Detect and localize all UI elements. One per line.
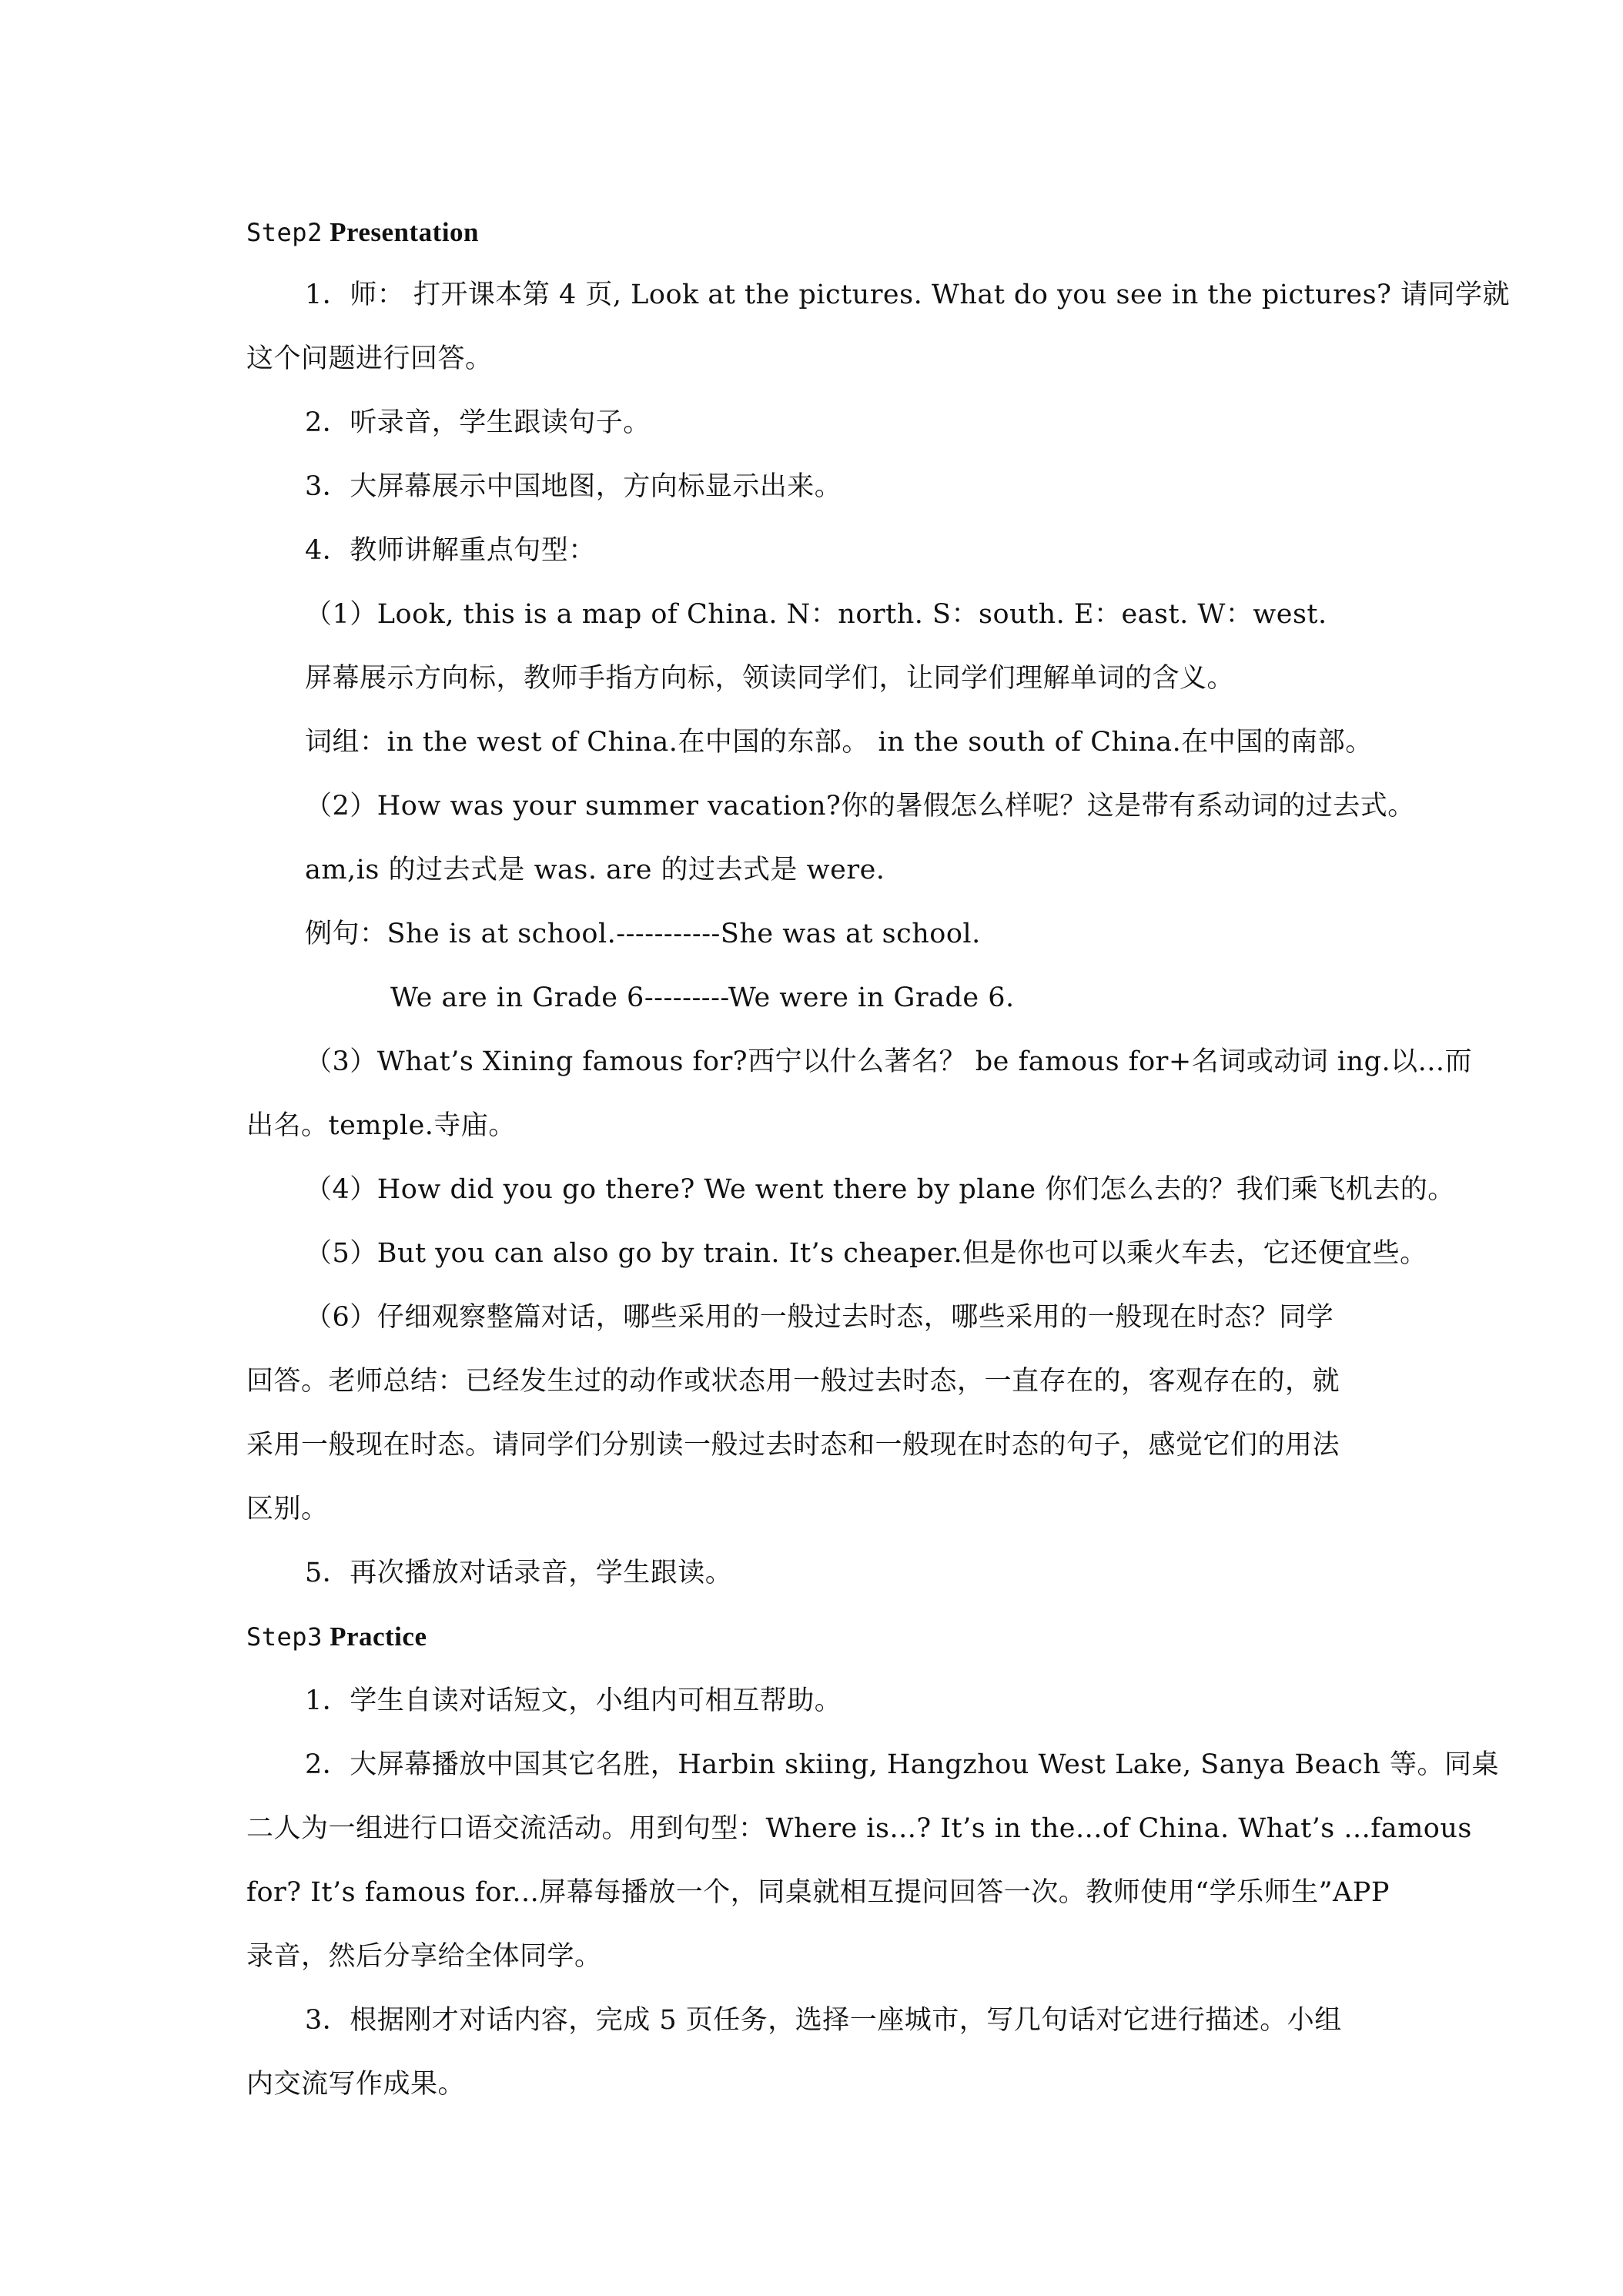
paragraph-line: 1．师： 打开课本第 4 页, Look at the pictures. What do you see in the pictures? 请同学就 bbox=[305, 279, 1510, 310]
paragraph-line: 5．再次播放对话录音，学生跟读。 bbox=[305, 1558, 733, 1588]
paragraph-line: 2．大屏幕播放中国其它名胜，Harbin skiing, Hangzhou West Lake, Sanya Beach 等。同桌 bbox=[305, 1749, 1499, 1780]
step3-prefix: Step3 bbox=[246, 1622, 323, 1652]
paragraph-line: 词组：in the west of China.在中国的东部。 in the south of China.在中国的南部。 bbox=[305, 727, 1373, 758]
paragraph-line: for? It’s famous for...屏幕每播放一个，同桌就相互提问回答一次。教师使用“学乐师生”APP bbox=[246, 1877, 1390, 1908]
paragraph-line: 回答。老师总结：已经发生过的动作或状态用一般过去时态，一直存在的，客观存在的，就 bbox=[246, 1366, 1340, 1397]
step2-title: Presentation bbox=[330, 217, 480, 247]
paragraph-line: 屏幕展示方向标，教师手指方向标，领读同学们，让同学们理解单词的含义。 bbox=[305, 663, 1235, 694]
paragraph-line: 采用一般现在时态。请同学们分别读一般过去时态和一般现在时态的句子，感觉它们的用法 bbox=[246, 1430, 1340, 1461]
paragraph-line: 例句：She is at school.-----------She was at school. bbox=[305, 919, 981, 949]
step2-heading bbox=[246, 214, 1394, 251]
step2-prefix: Step2 bbox=[246, 218, 323, 247]
paragraph-line: 二人为一组进行口语交流活动。用到句型：Where is...? It’s in the...of China. What’s ...famous bbox=[246, 1813, 1472, 1844]
paragraph-line: （1）Look, this is a map of China. N：north. S：south. E：east. W：west. bbox=[305, 599, 1327, 630]
paragraph-line: 3．大屏幕展示中国地图，方向标显示出来。 bbox=[305, 471, 842, 502]
paragraph-line: am,is 的过去式是 was. are 的过去式是 were. bbox=[305, 855, 885, 885]
paragraph-line: 录音，然后分享给全体同学。 bbox=[246, 1941, 602, 1972]
paragraph-line: （3）What’s Xining famous for?西宁以什么著名？ be famous for+名词或动词 ing.以...而 bbox=[305, 1046, 1473, 1077]
paragraph-line: 出名。temple.寺庙。 bbox=[246, 1110, 516, 1141]
paragraph-line: 2．听录音，学生跟读句子。 bbox=[305, 407, 651, 438]
paragraph-line: We are in Grade 6---------We were in Grade 6. bbox=[390, 982, 1015, 1013]
paragraph-line: （2）How was your summer vacation?你的暑假怎么样呢？这是带有系动词的过去式。 bbox=[305, 791, 1415, 822]
paragraph-line: 4．教师讲解重点句型： bbox=[305, 535, 596, 566]
step3-title: Practice bbox=[330, 1622, 427, 1652]
paragraph-line: 1．学生自读对话短文，小组内可相互帮助。 bbox=[305, 1685, 842, 1716]
paragraph-line: 3．根据刚才对话内容，完成 5 页任务，选择一座城市，写几句话对它进行描述。小组 bbox=[305, 2005, 1342, 2036]
paragraph-line: 这个问题进行回答。 bbox=[246, 343, 493, 374]
step3-heading bbox=[246, 1618, 1394, 1655]
paragraph-line: （4）How did you go there? We went there by plane 你们怎么去的？我们乘飞机去的。 bbox=[305, 1174, 1455, 1205]
paragraph-line: （5）But you can also go by train. It’s cheaper.但是你也可以乘火车去，它还便宜些。 bbox=[305, 1238, 1427, 1269]
paragraph-line: （6）仔细观察整篇对话，哪些采用的一般过去时态，哪些采用的一般现在时态？同学 bbox=[305, 1302, 1334, 1333]
paragraph-line: 内交流写作成果。 bbox=[246, 2069, 466, 2100]
paragraph-line: 区别。 bbox=[246, 1494, 329, 1525]
